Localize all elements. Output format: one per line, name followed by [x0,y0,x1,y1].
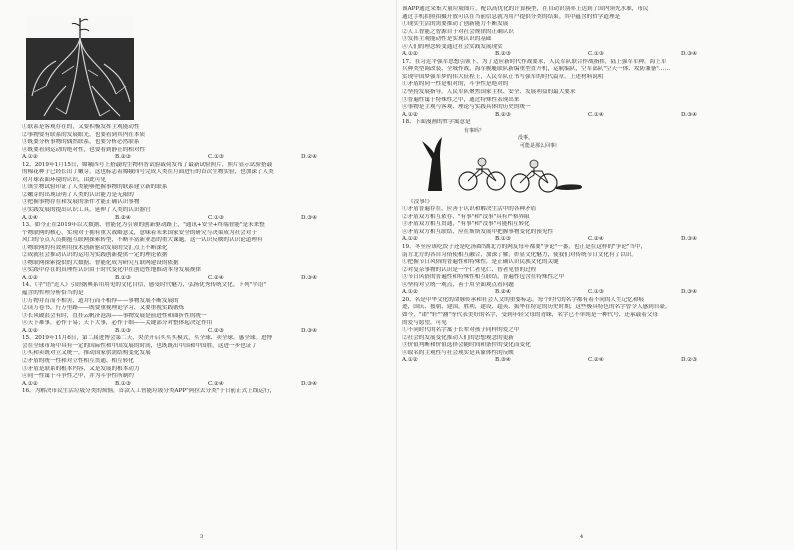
question-14 [22,282,394,335]
option-b: B.②③ [495,51,511,58]
q14-line: ④天下难事，必作于易；天下大事，必作于细——关键部分对整体起决定作用 [22,320,213,327]
q12-line: ④实践发展的提出认识工具，延伸了人类的认识器官 [22,207,151,214]
option-b: B.②③ [495,111,511,118]
q13-options [22,275,394,283]
option-a: A.①② [22,274,38,281]
q12-line: ②嫩芽的出现证明了人类的认识能力是无限的 [22,191,134,198]
q19-options [402,289,774,297]
q13-line: 风口的节点人员拥抱互联网探索转型，不断丰富新业态的重大课题。这一认识反映的认识论道理有 [22,237,263,244]
q14-line: ②读万卷书，行万里路——既要重视理论学习，又要重视实践锻炼 [22,305,185,312]
question-17 [402,59,774,119]
option-b: B.①③ [115,380,131,387]
q16-line: ①现实生活的需要推动了创新能力不断发展 [402,21,509,28]
option-c: C.①③ [588,51,604,58]
q17-options [402,112,774,120]
q17-line: 17、在习近平强军思想引领下，为了适应新时代作战要求，人民军队联合作战指挥，陆上强军军种，海上军 [402,58,667,65]
option-c: C.②③ [208,327,224,334]
q20-line: ③价值判断和价值选择会随时间和条件的变化而变化 [402,342,531,349]
q16-line: ②人工智能之智源自于对社会规律的正确认识 [402,28,514,35]
q14-line: ③长风破浪会有时，直挂云帆济沧海——事物发展是前进性和曲折性的统一 [22,312,207,319]
option-a: A.①② [22,327,38,334]
option-b: B.③④ [495,357,511,364]
cartoon-drawing-icon [416,129,596,197]
q13-line: 13、如今正在2019年以大数据、智能化为引领的创新驱动路上，"通讯+安全+终端智能"是未来整 [22,222,265,229]
q17-line: 实现中国梦强军梦的伟大征程上，人民军队正书写强军的时代篇章。上述材料说明 [402,73,604,80]
right-page [402,6,774,365]
q16-line: ④人们的理念转变通过社会实践发展现实 [402,43,503,50]
q14-line: ①万物并育而不相害，道并行而不相悖——事物发展不断发展的 [22,297,179,304]
q13-line: ③物联网探索提供的大数据、智能化成为研究互联网建设的依据 [22,259,179,266]
q20-line: 如今，"诺""轩""涵"等代表美好的名字，受到年轻父母的青睐，名字已不单纯是一种代号，还承载着父母 [402,311,658,318]
q19-line: ②对复杂事物的认识是一个仁者见仁、智者见智的过程 [402,266,537,273]
q20-line: ②社会的发展变化推动人们的思想观念的更新 [402,334,514,341]
q14-line: 蕴含的哲理分析恰当的是 [22,290,84,297]
pre-item-1: ①联系是客观存在的，又要积极发挥主观能动性 [22,124,140,130]
q12-options [22,215,394,223]
q16-line: ③发挥主观能动性是实现认识的基础 [402,36,492,43]
option-c: C.②④ [588,236,604,243]
question-13 [22,222,394,282]
option-b: B.①③ [115,327,131,334]
option-c: C.②④ [208,380,224,387]
option-d: D.③④ [681,289,698,296]
q17-line: 兵种类型调改装、全域作战，海军舰艇联队新编重型直升机，运航编队，空军部队"空天一体、攻防兼备"…… [402,66,671,73]
root-drawing-icon [26,16,134,120]
q12-line: ①该生物试验印证了人类能够把握事物的联系建立新的联系 [22,184,168,191]
q15-line: ①买和卖既对立又统一，推动国家供需结构变化发展 [22,350,151,357]
option-c: C.①④ [588,111,604,118]
option-b: B.②③ [115,154,131,161]
q12-line: 的棉花种子已经长出了嫩芽，这也标志着嫦娥四号完成人类在月面进行的首次生物实验，也加深了人类 [22,169,274,176]
page-fold [396,0,397,550]
option-b: B.②④ [495,289,511,296]
q13-line: ①物联网的有效利用技术创新驱动发展的交汇点上不断深化 [22,244,168,251]
q18-item: ③矛盾双方相互贯通，"有事"和"没事"可能相互转化 [402,221,530,228]
option-a: A.①④ [22,214,38,221]
option-a: A.①② [402,51,418,58]
option-d: D.③④ [301,327,318,334]
q13-line: ④实践中存在的真理性认识由于时代变化中在创造性地推动本身发展规律 [22,267,202,274]
page-number-right: 4 [580,534,584,540]
q18-item: ②矛盾双方相互依存，"有事"和"没事"具有严格界限 [402,213,530,220]
option-c: C.②④ [208,274,224,281]
q17-line: ①矛盾的同一性是相对的，斗争性是绝对的 [402,81,509,88]
option-c: C.①③ [588,289,604,296]
q19-line: ④坚持对立统一观点，善于用全面观点看问题 [402,281,514,288]
q18-item: ④矛盾双方相互联结，应在斯斯发展中把握事物变化的预见性 [402,228,554,235]
option-d: D.③④ [681,51,698,58]
left-page [22,6,394,396]
option-c: C.②④ [588,357,604,364]
q15-line: 会在全球市场中具有一定的国际性和中国发展的时间，也既既出中国和中国胜，这进一步也证了 [22,342,257,349]
q12-line: 对月球表面环境的认识，由此可见 [22,176,106,183]
speech-bubble-3: 可能是那么回事! [520,142,558,149]
question-20 [402,297,774,365]
q19-line: ③节日风俗的普遍性和特殊性相互联结，普遍性包含在特殊性之中 [402,274,565,281]
q12-line: ③把握事物存在和发展的条件才能正确认识事物 [22,199,140,206]
q18-stem: 18、下面漫画的哲学寓意是 [402,119,471,126]
question-18 [402,119,774,244]
question-19 [402,244,774,297]
question-12 [22,162,394,222]
page-number-left: 3 [200,534,204,540]
question-16-start [22,388,394,396]
option-b: B.①③ [495,236,511,243]
q20-line: ①不同时代的名字寓于长辈对孩子同样的爱之中 [402,327,520,334]
option-c: C.①③ [208,154,224,161]
question-15 [22,335,394,388]
q15-line: ④同一性寓于斗争性之中，并为斗争性所制约 [22,373,134,380]
option-a: A.①② [402,357,418,364]
option-a: A.①② [22,380,38,387]
option-d: D.③④ [301,380,318,387]
option-d: D.③④ [301,274,318,281]
speech-bubble-2: 没事。 [518,134,534,141]
q13-line: 个物联网的核心，实现对于拥有重大战略意义，意味着未来国家安全的研究与决策成为社会对于 [22,229,257,236]
option-d: D.③④ [301,214,318,221]
q20-options [402,357,774,365]
question-16-continued [402,6,774,59]
pre-options [22,154,394,162]
pre-item-3: ③既要分析事物的偶然联系，也要分析必然联系 [22,139,140,146]
plant-roots-illustration [26,16,134,120]
q16-line: 16、为解决市民生活垃圾分类的烦恼，首款人工智能垃圾分类APP"阿拉去分类"于日前正式上线运行， [22,388,276,395]
q13-line: ②成就社会推动认识的运用为实践创新提供一定的理论依据 [22,252,168,259]
q15-line: ②矛盾的统一性和对立性相互贯通、相互转化 [22,357,134,364]
q18-options [402,236,774,244]
q19-line: 南方北方的各自习俗使相互融合，加深了解，彰显文化魅力，使我们对传统节日文化有了以识。 [402,251,637,258]
q14-options [22,328,394,336]
q19-line: 19、冬至应该吃饺子还是吃汤圆?湖北方的网友每年都要"争论"一番，也正是在这样的"争论"当中， [402,244,647,251]
q19-line: ①把握节日风俗的普遍性和特殊性，是正确认识民族文化的关键 [402,259,559,266]
option-d: D.②④ [301,154,318,161]
option-a: A.①② [402,236,418,243]
q17-line: ③普遍性寓于特殊性之中，通过特殊性表现出来 [402,96,520,103]
q12-line: 12、2019年1月15日，嫦娥四号上搭载的生物科普试验载荷发布了最新试验照片，照片显示试验搭载 [22,161,273,168]
q15-line: 15、2019年11月6日，第二届进博会第二天，央企开启买买买模式，买全球、卖全球，惠全球。进博 [22,335,273,342]
q20-line: ④取名的主观性与社会现实是具象体性的反映 [402,349,514,356]
option-d: D.③④ [681,236,698,243]
option-d: D.②③ [681,357,698,364]
q16-line: 该APP通过采集大量垃圾图片，配以高优化的计算模型，在自动识别率上达到了国内领先水准，市民 [402,6,649,12]
cartoon-caption: 《没事!》 [408,198,433,205]
option-c: C.①③ [208,214,224,221]
q15-options [22,381,394,389]
speech-bubble-1: 有事吗？ [464,127,485,134]
option-b: B.①③ [115,274,131,281]
q20-line: 20、名是中华文化的命脉传承和社会人文的重要标志。每个时代的名字都有着不同的人生记忆和痕 [402,296,645,303]
q17-line: ④事物是主观与客观、理论与实践具体的历史的统一 [402,104,531,111]
option-a: A.①② [22,154,38,161]
q18-item: ①矛盾普遍存在，应善于认识和解决生活中的各种矛盾 [402,206,537,213]
cartoon-illustration [402,129,774,197]
q15-line: ③矛盾是联系的根本内容，又是发展的根本动力 [22,365,140,372]
option-a: A.①② [402,111,418,118]
q16-options [402,51,774,59]
option-a: A.①② [402,289,418,296]
q20-line: 迹，国庆、援朝、建国，胜利，建设、超英、振华在特定的历史时期，这些极具特色的名字曾令人感到自豪。 [402,304,671,311]
q17-line: ②坚持发展指导，人民军队聚焦国家主权、安全、发展利益的最大要求 [402,89,576,96]
q20-line: 的爱与愿望，可见 [402,319,447,326]
option-b: B.②④ [115,214,131,221]
option-d: D.③④ [681,111,698,118]
pre-item-4: ④既要看到运动的绝对性，也要看到静止的相对性 [22,146,146,153]
q16-line: 通过手机拍照拍摄开放可以在当前信息就为用户提供分类的结果。其中蕴含的哲学道理是 [402,13,621,20]
q14-line: 14、《平"语"近人》引经据典系用用见的文化自信，感受时代魅力，弘扬优秀传统文化。下列"平语" [22,282,266,289]
pre-question-items [22,124,394,162]
pre-item-2: ②事物要有联系的发展眼光，也要看到其内在本质 [22,131,146,138]
